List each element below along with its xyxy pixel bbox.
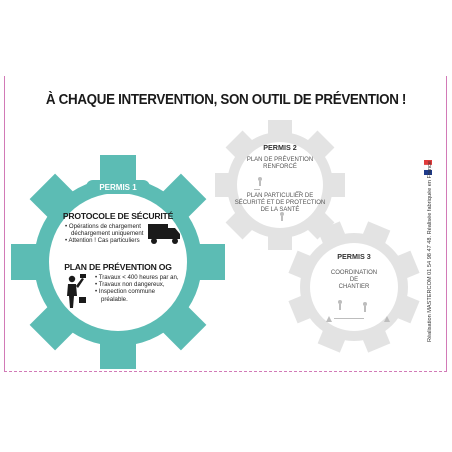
coordination-text [309,270,399,290]
list-item: • Travaux non dangereux, [95,281,165,289]
text-line: RENFORCÉ [263,163,297,170]
permis-1-label: PERMIS 1 [99,183,137,192]
protocole-title: PROTOCOLE DE SÉCURITÉ [62,211,174,221]
list-item: déchargement uniquement [71,230,144,238]
plan-renforce-text [235,157,325,171]
plan-prevention-list [95,274,185,303]
credit-text: Réalisation MASTERCOM 01 54 98 47 48. Réalisée fabriquée en France [427,161,433,342]
protocole-list [65,223,147,245]
text-line: COORDINATION [330,270,378,276]
list-item: • Attention ! Cas particuliers [65,237,140,245]
page-title: À CHAQUE INTERVENTION, SON OUTIL DE PRÉVENTION ! [45,92,407,108]
text-line: CHANTIER [338,283,370,290]
list-item: • Travaux < 400 heures par an, [95,274,179,281]
plan-particulier-text [230,193,330,213]
plan-prevention-title: PLAN DE PRÉVENTION OG [64,262,172,272]
list-item: préalable. [101,295,128,303]
list-item: • Inspection commune [95,288,156,296]
list-item: • Opérations de chargement [65,223,141,230]
permis-2-label: PERMIS 2 [263,143,297,152]
text-line: DE [349,276,359,283]
permis-3-label: PERMIS 3 [337,252,371,261]
text-line: SÉCURITÉ ET DE PROTECTION [234,199,326,206]
text-line: PLAN DE PRÉVENTION [246,157,314,163]
text-line: PLAN PARTICULIER DE [246,193,314,199]
text-line: DE LA SANTÉ [260,206,300,213]
